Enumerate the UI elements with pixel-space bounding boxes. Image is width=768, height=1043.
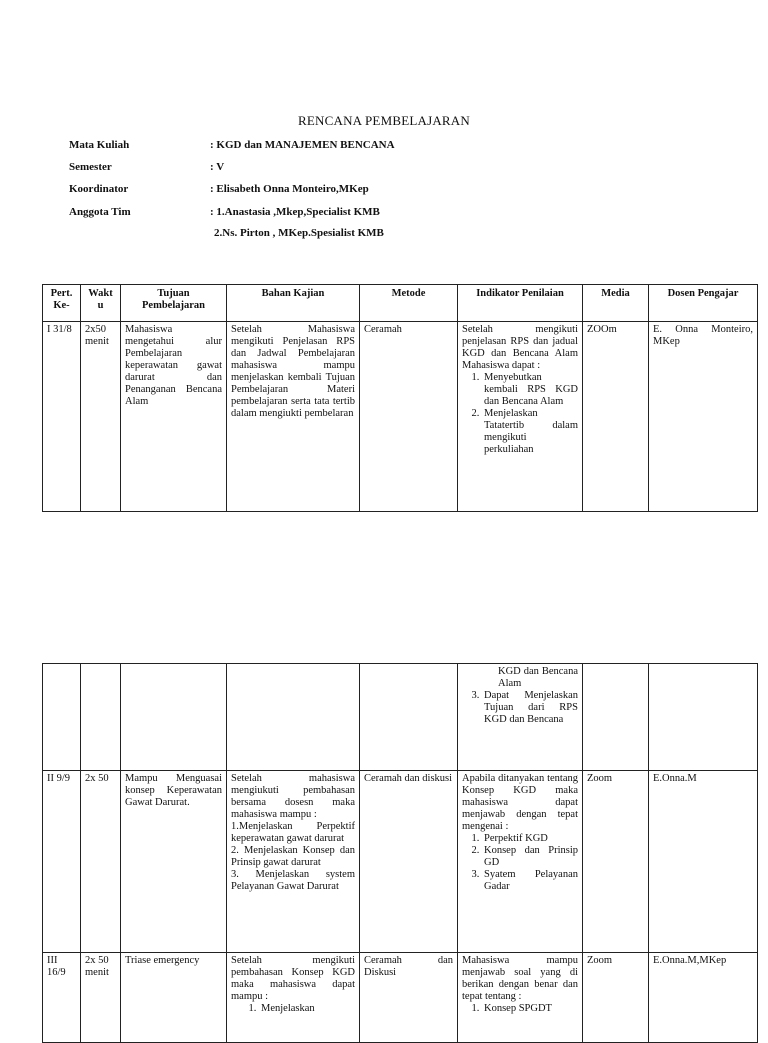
list-item: 2. Menjelaskan Tatatertib dalam mengikuti perkuliahan	[482, 408, 578, 456]
indikator-intro: Setelah mengikuti penjelasan RPS dan jadual KGD dan Bencana Alam Mahasiswa dapat :	[462, 324, 578, 371]
bahan-line: 1.Menjelaskan Perpektif keperawatan gawat darurat	[231, 821, 355, 844]
cell-dosen: E.Onna.M	[649, 771, 758, 953]
meta-value-anggota-tim-2: 2.Ns. Pirton , MKep.Spesialist KMB	[214, 227, 384, 239]
cell-indikator	[458, 953, 583, 1043]
list-item: 1. Menyebutkan kembali RPS KGD dan Bencana Alam	[482, 372, 578, 408]
cell-dosen: E.Onna.M,MKep	[649, 953, 758, 1043]
indikator-list	[462, 1003, 578, 1015]
bahan-line: 3. Menjelaskan system Pelayanan Gawat Darurat	[231, 869, 355, 892]
indikator-intro: Mahasiswa mampu menjawab soal yang di berikan dengan benar dan tepat tentang :	[462, 955, 578, 1002]
cell-media: Zoom	[583, 771, 649, 953]
cell-metode: Ceramah dan Diskusi	[360, 953, 458, 1043]
cell-tujuan: Mahasiswa mengetahui alur Pembelajaran keperawatan gawat darurat dan Penanganan Bencana Alam	[121, 322, 227, 512]
cell-media: Zoom	[583, 953, 649, 1043]
cell-pert: III 16/9	[43, 953, 81, 1043]
meta-value-koordinator: : Elisabeth Onna Monteiro,MKep	[210, 183, 369, 195]
cell-waktu: 2x 50	[81, 771, 121, 953]
lesson-plan-table-page-2	[42, 663, 758, 1043]
meta-label-anggota-tim: Anggota Tim	[69, 206, 131, 218]
bahan-intro: Setelah mengikuti pembahasan Konsep KGD maka mahasiswa dapat mampu :	[231, 955, 355, 1002]
header-metode: Metode	[360, 285, 458, 322]
list-item: 2. Konsep dan Prinsip GD	[482, 845, 578, 869]
lesson-plan-table-page-1	[42, 284, 758, 512]
list-item: 1. Menjelaskan	[259, 1003, 355, 1015]
table-row	[43, 322, 758, 512]
header-waktu: Wakt u	[81, 285, 121, 322]
indikator-list	[462, 690, 578, 726]
header-tujuan: Tujuan Pembelajaran	[121, 285, 227, 322]
cell-bahan: Setelah Mahasiswa mengikuti Penjelasan RPS dan Jadwal Pembelajaran mahasiswa mampu menjelaskan kembali Tujuan Pembelajaran Materi pembelajaran serta tata tertib dalam mengiukti pembelaran	[227, 322, 360, 512]
header-indikator: Indikator Penilaian	[458, 285, 583, 322]
cell-waktu: 2x 50 menit	[81, 953, 121, 1043]
bahan-list	[231, 1003, 355, 1015]
meta-value-semester: : V	[210, 161, 225, 173]
indikator-intro: Apabila ditanyakan tentang Konsep KGD maka mahasiswa dapat menjawab dengan tepat mengenai :	[462, 773, 578, 832]
list-item: 3. Syatem Pelayanan Gadar	[482, 869, 578, 893]
cell-indikator	[458, 322, 583, 512]
cell-metode: Ceramah dan diskusi	[360, 771, 458, 953]
cell-media: ZOOm	[583, 322, 649, 512]
cell-tujuan: Mampu Menguasai konsep Keperawatan Gawat Darurat.	[121, 771, 227, 953]
cell-pert: II 9/9	[43, 771, 81, 953]
cell-indikator	[458, 771, 583, 953]
cell-metode: Ceramah	[360, 322, 458, 512]
meta-value-anggota-tim-1: : 1.Anastasia ,Mkep,Specialist KMB	[210, 206, 380, 218]
indikator-continued-text: KGD dan Bencana Alam	[498, 666, 578, 689]
meta-label-mata-kuliah: Mata Kuliah	[69, 139, 130, 151]
table-row	[43, 953, 758, 1043]
header-bahan: Bahan Kajian	[227, 285, 360, 322]
cell-pert: I 31/8	[43, 322, 81, 512]
meta-value-mata-kuliah: : KGD dan MANAJEMEN BENCANA	[210, 139, 395, 151]
cell-dosen: E. Onna Monteiro, MKep	[649, 322, 758, 512]
indikator-list	[462, 372, 578, 456]
meta-label-koordinator: Koordinator	[69, 183, 129, 195]
document-title: RENCANA PEMBELAJARAN	[298, 113, 470, 128]
table-row-continued	[43, 664, 758, 771]
bahan-intro: Setelah mahasiswa mengiukuti pembahasan bersama dosesn maka mahasiswa mampu :	[231, 773, 355, 820]
header-media: Media	[583, 285, 649, 322]
cell-indikator-continued	[458, 664, 583, 771]
table-header-row	[43, 285, 758, 322]
header-pert: Pert. Ke-	[43, 285, 81, 322]
cell-waktu: 2x50 menit	[81, 322, 121, 512]
list-item: 3. Dapat Menjelaskan Tujuan dari RPS KGD dan Bencana	[482, 690, 578, 726]
meta-label-semester: Semester	[69, 161, 112, 173]
bahan-line: 2. Menjelaskan Konsep dan Prinsip gawat darurat	[231, 845, 355, 868]
cell-bahan	[227, 771, 360, 953]
indikator-list	[462, 833, 578, 893]
cell-bahan	[227, 953, 360, 1043]
list-item: 1. Konsep SPGDT	[482, 1003, 578, 1015]
list-item: 1. Perpektif KGD	[482, 833, 578, 845]
cell-tujuan: Triase emergency	[121, 953, 227, 1043]
header-dosen: Dosen Pengajar	[649, 285, 758, 322]
table-row	[43, 771, 758, 953]
